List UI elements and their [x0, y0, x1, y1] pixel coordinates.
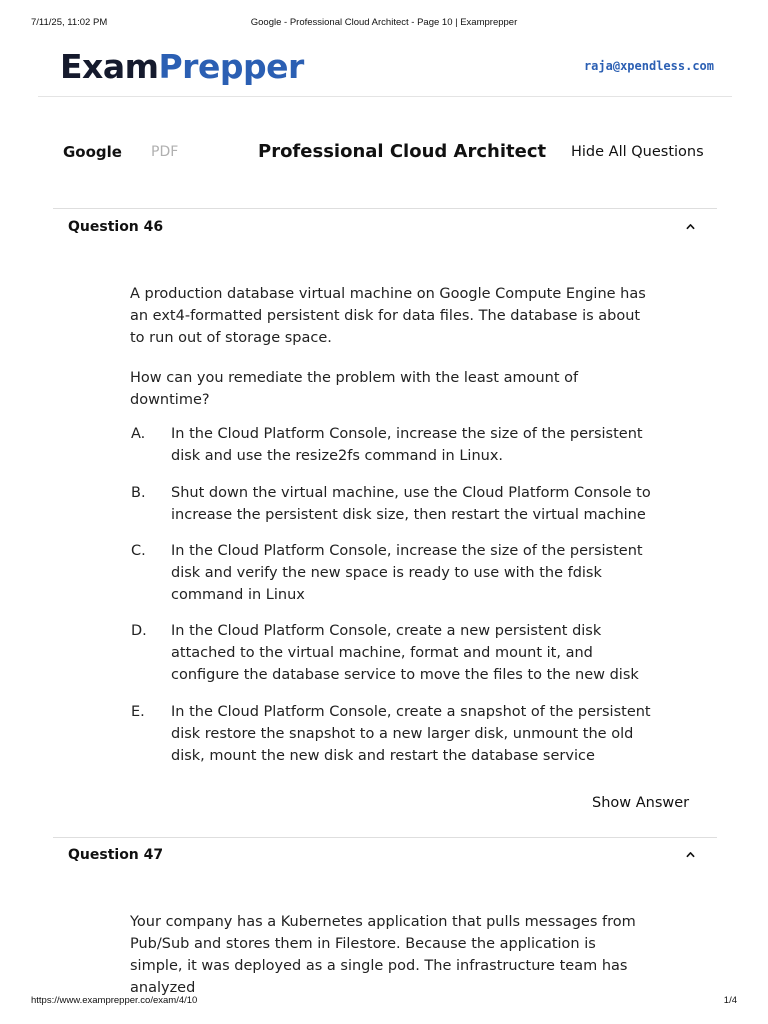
option-letter: A. [131, 426, 146, 442]
user-email[interactable]: raja@xpendless.com [583, 59, 714, 73]
option-text: In the Cloud Platform Console, increase the size of the persistent disk and use the resize2fs command in Linux. [171, 426, 643, 464]
print-url: https://www.examprepper.co/exam/4/10 [31, 995, 198, 1006]
section-divider [53, 208, 717, 209]
print-page-title: Google - Professional Cloud Architect - Page 10 | Examprepper [250, 17, 518, 28]
option-text: In the Cloud Platform Console, create a new persistent disk attached to the virtual machine, format and mount it, and configure the database service to move the files to the new disk [171, 623, 639, 683]
exam-nav-bar [0, 138, 768, 168]
option-letter: C. [131, 543, 146, 559]
chevron-up-icon[interactable] [686, 850, 695, 859]
header-divider [38, 96, 732, 97]
question-paragraph: How can you remediate the problem with the least amount of downtime? [130, 370, 579, 408]
option-letter: E. [131, 704, 145, 720]
question-header[interactable] [53, 838, 717, 874]
print-date: 7/11/25, 11:02 PM [31, 17, 108, 28]
examprepper-logo[interactable] [60, 45, 304, 89]
logo-text-prepper: Prepper [158, 47, 304, 86]
show-answer-button[interactable]: Show Answer [592, 795, 690, 811]
question-text [130, 283, 650, 349]
option-letter: B. [131, 485, 146, 501]
print-footer [0, 995, 768, 1009]
question-paragraph: A production database virtual machine on Google Compute Engine has an ext4-formatted persistent disk for data files. The database is about to run out of storage space. [130, 286, 646, 346]
hide-all-questions-button[interactable]: Hide All Questions [571, 144, 704, 160]
print-header [0, 17, 768, 31]
exam-title: Professional Cloud Architect [258, 141, 547, 162]
question-paragraph: Your company has a Kubernetes application that pulls messages from Pub/Sub and stores them in Filestore. Because the application is simple, it was deployed as a single pod. The infrastructure team has analyzed [130, 914, 636, 996]
question-title: Question 47 [68, 847, 164, 863]
logo-text-exam: Exam [60, 47, 159, 86]
pdf-link[interactable]: PDF [151, 144, 179, 160]
option-text: In the Cloud Platform Console, increase the size of the persistent disk and verify the new space is ready to use with the fdisk command in Linux [171, 543, 643, 603]
question-header[interactable] [53, 210, 717, 246]
question-title: Question 46 [68, 219, 164, 235]
option-text: In the Cloud Platform Console, create a snapshot of the persistent disk restore the snapshot to a new larger disk, unmount the old disk, mount the new disk and restart the database service [171, 704, 651, 764]
chevron-up-icon[interactable] [686, 222, 695, 231]
question-text [130, 911, 650, 996]
vendor-link[interactable]: Google [63, 143, 122, 161]
print-page-number: 1/4 [723, 995, 737, 1006]
option-text: Shut down the virtual machine, use the Cloud Platform Console to increase the persistent disk size, then restart the virtual machine [171, 485, 651, 523]
option-letter: D. [131, 623, 147, 639]
question-prompt [130, 367, 650, 411]
